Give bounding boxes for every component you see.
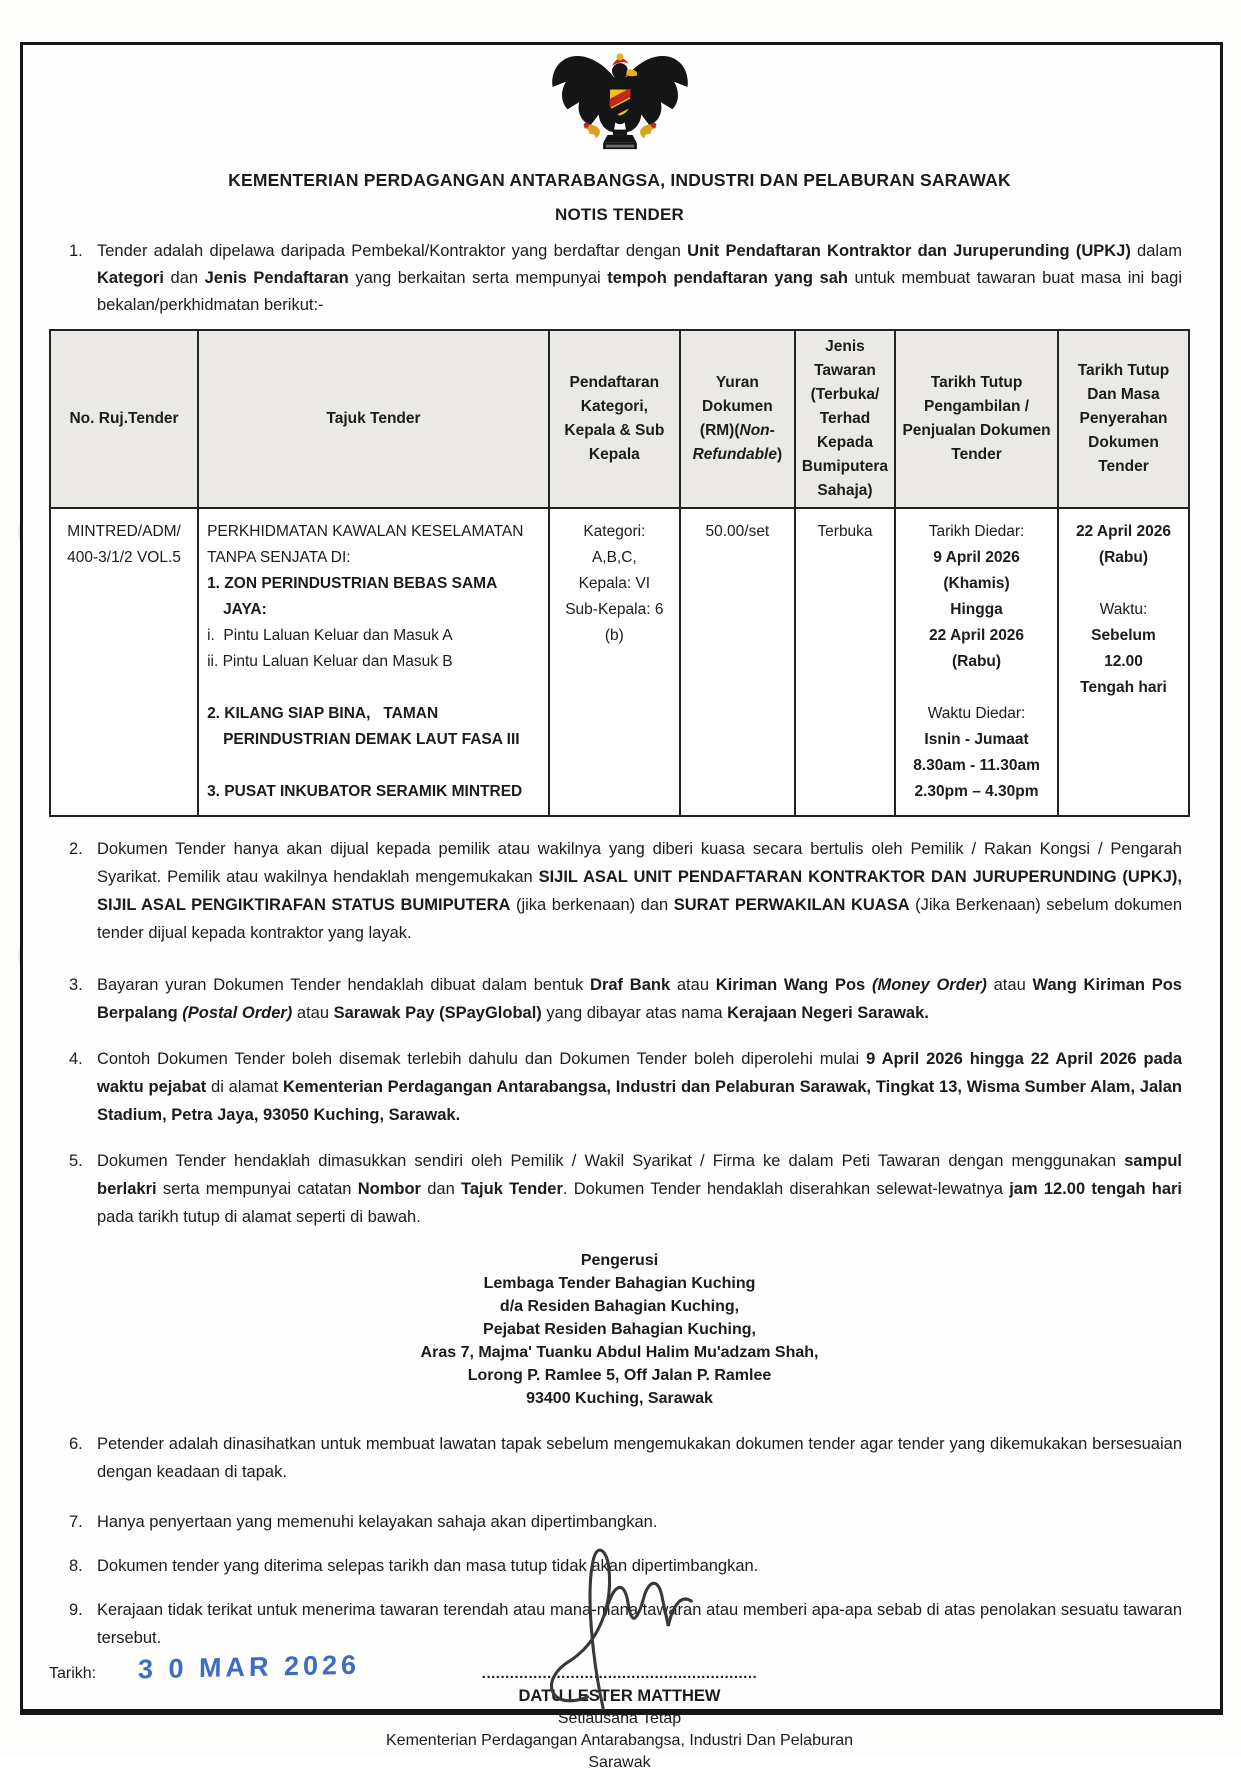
col-header-yuran: Yuran Dokumen (RM)(Non-Refundable) xyxy=(680,330,795,508)
clause-text: Petender adalah dinasihatkan untuk membuat lawatan tapak sebelum mengemukakan dokumen tender agar tender yang dikemukakan bersesuaian dengan keadaan di tapak. xyxy=(97,1435,1182,1481)
clause-text: Contoh Dokumen Tender boleh disemak terlebih dahulu dan Dokumen Tender boleh diperolehi mulai 9 April 2026 hingga 22 April 2026 pada waktu pejabat di alamat Kementerian Perdagangan Antarabangsa, Industri dan Pelaburan Sarawak, Tingkat 13, Wisma Sumber Alam, Jalan Stadium, Petra Jaya, 93050 Kuching, Sarawak. xyxy=(97,1050,1182,1124)
cell-jenis-tawaran: Terbuka xyxy=(795,508,895,816)
col-header-tarikh-pengambilan: Tarikh Tutup Pengambilan / Penjualan Dokumen Tender xyxy=(895,330,1058,508)
col-header-pendaftaran: Pendaftaran Kategori, Kepala & Sub Kepala xyxy=(549,330,680,508)
clause-4 xyxy=(49,1045,1190,1129)
clause-number: 5. xyxy=(69,1152,83,1170)
col-header-tajuk: Tajuk Tender xyxy=(198,330,549,508)
clause-number: 9. xyxy=(69,1601,83,1619)
sarawak-crest-icon xyxy=(49,48,1190,158)
clause-6 xyxy=(49,1430,1190,1486)
ministry-title: KEMENTERIAN PERDAGANGAN ANTARABANGSA, INDUSTRI DAN PELABURAN SARAWAK xyxy=(228,170,1011,190)
col-header-jenis-tawaran: Jenis Tawaran (Terbuka/ Terhad Kepada Bumiputera Sahaja) xyxy=(795,330,895,508)
clause-text: Kerajaan tidak terikat untuk menerima tawaran terendah atau mana-mana tawaran atau memberi apa-apa sebab di atas penolakan sesuatu tawaran tersebut. xyxy=(97,1601,1182,1647)
clause-number: 3. xyxy=(69,976,83,994)
clause-text: Bayaran yuran Dokumen Tender hendaklah dibuat dalam bentuk Draf Bank atau Kiriman Wang Pos (Money Order) atau Wang Kiriman Pos Berpalang (Postal Order) atau Sarawak Pay (SPayGlobal) yang dibayar atas nama Kerajaan Negeri Sarawak. xyxy=(97,976,1182,1022)
date-stamp: 3 0 MAR 2026 xyxy=(137,1649,361,1685)
date-row xyxy=(49,1649,361,1685)
document-frame xyxy=(20,42,1223,1771)
clause-7 xyxy=(49,1508,1190,1536)
clause-number: 8. xyxy=(69,1557,83,1575)
clause-text: Dokumen Tender hendaklah dimasukkan sendiri oleh Pemilik / Wakil Syarikat / Firma ke dalam Peti Tawaran dengan menggunakan sampul berlakri serta mempunyai catatan Nombor dan Tajuk Tender. Dokumen Tender hendaklah diserahkan selewat-lewatnya jam 12.00 tengah hari pada tarikh tutup di alamat seperti di bawah. xyxy=(97,1152,1182,1226)
signatory-org: Kementerian Perdagangan Antarabangsa, Industri Dan Pelaburan xyxy=(386,1732,853,1749)
col-header-ref-no: No. Ruj.Tender xyxy=(50,330,198,508)
cell-tarikh-pengambilan: Tarikh Diedar: 9 April 2026 (Khamis) Hingga 22 April 2026 (Rabu) Waktu Diedar: Isnin - Jumaat 8.30am - 11.30am 2.30pm – 4.30pm xyxy=(895,508,1058,816)
date-label: Tarikh: xyxy=(49,1665,97,1682)
clause-1 xyxy=(49,238,1190,319)
signatory-title: Setiausaha Tetap xyxy=(557,1710,682,1727)
cell-pendaftaran: Kategori: A,B,C, Kepala: VI Sub-Kepala: 6 (b) xyxy=(549,508,680,816)
clause-5 xyxy=(49,1147,1190,1231)
signature-dotted-line: ........................................................... xyxy=(481,1665,758,1682)
cell-ref-no: MINTRED/ADM/ 400-3/1/2 VOL.5 xyxy=(50,508,198,816)
clause-text: Dokumen tender yang diterima selepas tarikh dan masa tutup tidak akan dipertimbangkan. xyxy=(97,1557,759,1575)
clause-9 xyxy=(49,1596,1190,1652)
clause-number: 1. xyxy=(69,242,83,260)
clause-3 xyxy=(49,971,1190,1027)
clause-number: 6. xyxy=(69,1435,83,1453)
table-row xyxy=(50,508,1189,816)
table-header-row xyxy=(50,330,1189,508)
cell-tarikh-penyerahan: 22 April 2026 (Rabu) Waktu: Sebelum 12.00 Tengah hari xyxy=(1058,508,1189,816)
cell-yuran: 50.00/set xyxy=(680,508,795,816)
submission-address-block: Pengerusi Lembaga Tender Bahagian Kuching d/a Residen Bahagian Kuching, Pejabat Residen Bahagian Kuching, Aras 7, Majma' Tuanku Abdul Halim Mu'adzam Shah, Lorong P. Ramlee 5, Off Jalan P. Ramlee 93400 Kuching, Sarawak xyxy=(420,1252,819,1407)
col-header-tarikh-penyerahan: Tarikh Tutup Dan Masa Penyerahan Dokumen Tender xyxy=(1058,330,1189,508)
clause-text: Dokumen Tender hanya akan dijual kepada pemilik atau wakilnya yang diberi kuasa secara bertulis oleh Pemilik / Rakan Kongsi / Pengarah Syarikat. Pemilik atau wakilnya hendaklah mengemukakan SIJIL ASAL UNIT PENDAFTARAN KONTRAKTOR DAN JURUPERUNDING (UPKJ), SIJIL ASAL PENGIKTIRAFAN STATUS BUMIPUTERA (jika berkenaan) dan SURAT PERWAKILAN KUASA (Jika Berkenaan) sebelum dokumen tender dijual kepada kontraktor yang layak. xyxy=(97,840,1183,942)
clause-number: 4. xyxy=(69,1050,83,1068)
clause-2 xyxy=(49,835,1190,947)
clause-text: Hanya penyertaan yang memenuhi kelayakan sahaja akan dipertimbangkan. xyxy=(97,1513,658,1531)
tender-table xyxy=(49,329,1190,817)
cell-tajuk-tender: PERKHIDMATAN KAWALAN KESELAMATAN TANPA SENJATA DI: 1. ZON PERINDUSTRIAN BEBAS SAMA JAYA: i. Pintu Laluan Keluar dan Masuk A ii. Pintu Laluan Keluar dan Masuk B 2. KILANG SIAP BINA, TAMAN PERINDUSTRIAN DEMAK LAUT FASA III 3. PUSAT INKUBATOR SERAMIK MINTRED xyxy=(198,508,549,816)
signatory-org-state: Sarawak xyxy=(588,1754,651,1771)
signatory-name: DATU LESTER MATTHEW xyxy=(518,1687,721,1705)
clause-8 xyxy=(49,1552,1190,1580)
clause-text: Tender adalah dipelawa daripada Pembekal/Kontraktor yang berdaftar dengan Unit Pendaftaran Kontraktor dan Juruperunding (UPKJ) dalam Kategori dan Jenis Pendaftaran yang berkaitan serta mempunyai tempoh pendaftaran yang sah untuk membuat tawaran buat masa ini bagi bekalan/perkhidmatan berikut:- xyxy=(97,242,1182,314)
clause-number: 2. xyxy=(69,840,83,858)
page-title: NOTIS TENDER xyxy=(555,205,684,224)
clause-number: 7. xyxy=(69,1513,83,1531)
